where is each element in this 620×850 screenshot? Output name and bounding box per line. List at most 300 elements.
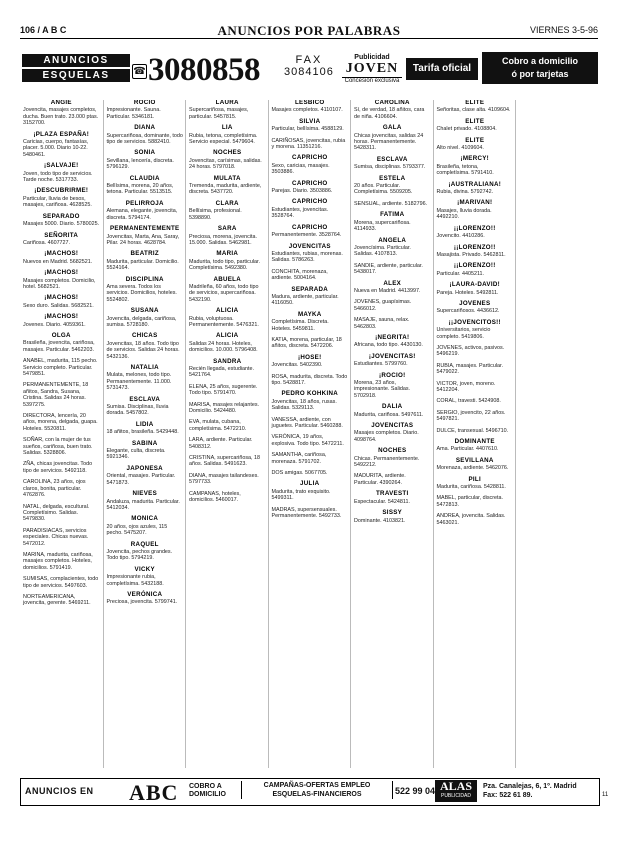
ad-text: Masajes completos. Diario. 4098764.	[354, 430, 419, 443]
ad-heading: JAPONESA	[126, 464, 163, 472]
ad-column	[20, 100, 103, 768]
ad-text: Jovencitas, Marta, Ana, Saray, Pilar. 24 horas. 4628784.	[106, 233, 180, 246]
classified-ad	[272, 312, 349, 332]
ad-heading: LAURA	[215, 100, 239, 106]
ad-text: CRISTINA, supercariñosa, 18 años. Salidas. 5491623.	[189, 455, 261, 468]
classified-ad	[437, 495, 514, 508]
ad-text: EVA, mulata, cubana, completísima. 5472210.	[189, 419, 247, 432]
cobro-domicilio-badge	[482, 52, 598, 84]
classified-ad	[23, 479, 100, 498]
ad-text: RUBIA, masajes. Particular. 5479022.	[436, 362, 504, 376]
ad-heading: SISSY	[382, 509, 403, 517]
ad-text: SENSUAL, ardiente. 5182796.	[354, 200, 428, 207]
ad-text: CONCHITA, morenaza, ardiente. 5004164.	[271, 268, 328, 282]
classified-ad	[23, 100, 100, 127]
classified-ad	[437, 428, 514, 434]
ad-text: Madrileña, 60 años, todo tipo de servicios, supercariñosa. 5432190.	[189, 283, 259, 303]
ad-text: Rubia, divina. 5792742.	[436, 189, 494, 196]
classified-ad	[189, 201, 266, 221]
ad-heading: CAPRICHO	[292, 198, 328, 206]
ad-text: Pareja. Hoteles. 5492811.	[436, 289, 499, 296]
classified-ad	[189, 359, 266, 379]
ad-text: Estudiantes, jovencitas. 3528764.	[271, 206, 329, 220]
publicidad-name: JOVEN	[342, 61, 402, 78]
classified-ad	[272, 244, 349, 264]
ad-heading: DALIA	[382, 403, 403, 411]
ad-heading: DOMINANTE	[454, 438, 495, 446]
classified-ad	[107, 466, 184, 486]
ad-text: MABEL, particular, discreta. 5472813.	[436, 495, 504, 508]
alas-sub: PUBLICIDAD	[440, 793, 471, 799]
domicilio-text: DOMICILIO	[189, 791, 226, 798]
ad-text: Jovencísima. Particular. Salidas. 4107813.	[354, 244, 411, 258]
ad-column	[185, 100, 269, 768]
address-line2: Fax: 522 61 89.	[483, 792, 533, 799]
ad-text: MADRAS, supersensuales. Permanentemente. 5492733.	[271, 506, 342, 520]
ad-heading: SEVILLANA	[455, 456, 494, 464]
ad-heading: ANGIE	[50, 100, 72, 106]
ad-text: Particular. 4405211.	[436, 270, 485, 277]
ad-text: LARA, ardiente. Particular. 5408312.	[189, 437, 253, 450]
ad-text: Bellísima, morena, 20 años, tetona. Particular. 5513515.	[106, 183, 174, 196]
ad-text: Universitarios, servicio completo. 5419806.	[436, 327, 491, 340]
classified-ad	[107, 333, 184, 360]
classified-ad	[437, 226, 514, 240]
ad-text: MADURITA, ardiente. Particular. 4390264.	[354, 473, 406, 486]
ad-text: Dominante. 4103821.	[354, 517, 406, 524]
classified-ad	[354, 281, 431, 295]
ad-heading: ¡MACHOS!	[44, 313, 79, 321]
classified-ad	[354, 238, 431, 258]
ad-column	[350, 100, 434, 768]
ad-heading: SANDRA	[213, 357, 242, 365]
ad-text: Chicas jovencitas, salidas 24 horas. Permanentemente. 5428311.	[354, 132, 424, 152]
ad-heading: ¡LAURA-DAVID!	[449, 281, 501, 289]
ad-text: JOVENES, guapísimas. 5466012.	[354, 299, 412, 312]
ad-heading: JOVENES	[459, 299, 491, 307]
ad-text: Masajes 5000. Diario. 5780025.	[23, 221, 100, 228]
ad-text: SUMISAS, complacientes, todo tipo de servicios. 5497603.	[23, 576, 99, 589]
classified-ad	[23, 214, 100, 228]
ad-text: Andaluza, madurita. Particular. 5412034.	[106, 498, 180, 511]
ad-text: MASAJE, sauna, relax. 5462803.	[354, 317, 410, 330]
classified-ad	[272, 374, 349, 387]
classified-ad	[354, 354, 431, 368]
ad-heading: GALA	[382, 124, 402, 132]
classified-ad	[272, 481, 349, 501]
classified-ad	[272, 391, 349, 411]
ad-text: ANDREA, jovencita. Salidas. 5463021.	[436, 513, 506, 526]
classified-ad	[189, 473, 266, 486]
ad-text: DIANA, masajes tailandeses. 5797733.	[189, 472, 259, 486]
ad-heading: ABUELA	[213, 275, 242, 283]
ad-text: Preciosa, morena, jovencita. 15.000. Salidas. 5462981.	[189, 233, 258, 246]
ad-text: Salidas 24 horas. Hoteles, domicilios. 10.000. 5796408.	[189, 340, 258, 354]
classified-ad	[272, 269, 349, 282]
classified-ad	[437, 200, 514, 220]
fax-block	[284, 54, 334, 78]
classified-ad	[107, 176, 184, 196]
classified-ad	[107, 422, 184, 436]
ad-text: CAMPANAS, hoteles, domicilios. 5460017.	[189, 490, 241, 504]
ad-text: Sí, de verdad, 18 añitos, cara de niña. 4106604.	[354, 107, 425, 120]
ad-heading: SONIA	[134, 149, 156, 157]
ad-heading: LIDIA	[135, 420, 154, 428]
ad-text: Supercariñosa, masajes, particular. 5457815.	[189, 107, 249, 120]
ad-heading: ELITE	[465, 136, 485, 144]
ad-text: JOVENES, activos, pasivos. 5496219.	[436, 344, 505, 358]
classified-ad	[23, 333, 100, 353]
ad-heading: NIEVES	[132, 490, 157, 498]
ad-heading: ¡MACHOS!	[44, 294, 79, 302]
ad-text: Jovenes. Diario. 4059361.	[23, 321, 86, 328]
ad-heading: ¡¡JOVENCITOS!!	[448, 318, 501, 326]
ad-text: Brasileña, tetona, completísima. 5791410.	[436, 163, 494, 177]
ad-text: Madura, ardiente, particular. 4116050.	[271, 293, 339, 307]
classified-ad	[354, 263, 431, 276]
ad-text: Jovencitas. 5402390.	[271, 362, 323, 369]
ad-heading: ¡PLAZA ESPAÑA!	[33, 130, 90, 138]
ad-heading: VERÓNICA	[127, 590, 163, 598]
tarifa-oficial-badge: Tarifa oficial	[406, 58, 478, 80]
ad-text: Completísima. Discreta. Hoteles. 5459811.	[271, 319, 329, 332]
page-label: 106 / A B C	[20, 25, 67, 35]
classified-ad	[23, 382, 100, 408]
classified-ad	[354, 212, 431, 232]
ad-text: MARINA, madurita, cariñosa, masajes completos. Hoteles, domicilios. 5791419.	[23, 551, 93, 571]
ad-text: Señoritas, clase alta. 4109604.	[436, 107, 511, 114]
classified-ad	[437, 513, 514, 526]
ad-text: VANESSA, ardiente, con juguetes. Particular. 5460288.	[271, 416, 343, 430]
ad-heading: ESTELA	[379, 174, 406, 182]
cobro-line2: ó por tarjetas	[511, 69, 569, 79]
classified-ad	[272, 100, 349, 114]
alas-logo	[435, 780, 477, 802]
classified-ad	[354, 317, 431, 330]
classified-ad	[437, 301, 514, 315]
ad-text: Morena, 23 años, impresionante. Salidas. 5702918.	[354, 380, 411, 399]
ad-text: ZÑA, chicas jovencitas. Todo tipo de servicios. 5492118.	[23, 461, 93, 474]
ad-heading: ¡HOSE!	[298, 353, 322, 361]
classified-ad	[272, 417, 349, 430]
classified-ad	[272, 181, 349, 195]
classified-ad	[354, 299, 431, 312]
ad-heading: NOCHES	[378, 447, 407, 455]
ad-text: ROSA, madurita, discreta. Todo tipo. 5428817.	[271, 373, 348, 386]
cobro-domicilio-label	[189, 783, 226, 799]
classified-ad	[189, 491, 266, 504]
classified-ad	[189, 176, 266, 196]
ad-heading: PEDRO KOHKINA	[281, 390, 338, 398]
ad-text: Madurita, todo tipo, particular. Completísima. 5492380.	[189, 258, 261, 272]
ad-column	[433, 100, 517, 768]
ad-heading: CAPRICHO	[292, 179, 328, 187]
classified-ad	[272, 434, 349, 447]
classified-ad	[107, 277, 184, 304]
cobro-text: COBRO A	[189, 783, 222, 790]
ad-text: Oriental, masajes. Particular. 5471873.	[106, 473, 176, 486]
ad-heading: ROCIO	[133, 100, 156, 106]
ad-text: DIRECTORA, lencería, 20 años, morena, delgada, guapa. Hoteles. 5520811.	[23, 413, 98, 432]
classified-ad	[354, 510, 431, 524]
ad-text: Sexo, caricias, masajes. 3503886.	[271, 162, 330, 176]
ad-heading: ¡¡LORENZO!!	[453, 262, 496, 270]
ad-text: 20 años, ojos azules, 115 pecho. 5475207.	[106, 523, 168, 537]
ad-text: Preciosa, jovencita. 5799741.	[106, 599, 178, 606]
ad-text: Supercariñosos. 4436612.	[436, 308, 500, 315]
ad-text: MARISA, masajes relajantes. Domicilio. 5424480.	[189, 401, 260, 415]
classified-ad	[107, 251, 184, 271]
anuncios-en-label: ANUNCIOS EN	[25, 786, 94, 796]
ad-text: Alemana, elegante, jovencita, discreta. 5794174.	[106, 208, 178, 221]
issue-date: VIERNES 3-5-96	[529, 25, 598, 35]
ad-text: VICTOR, joven, moreno. 5412204.	[436, 380, 496, 393]
classified-ad	[354, 473, 431, 486]
classified-ad	[437, 282, 514, 296]
ad-heading: CAROLINA	[374, 100, 410, 106]
ad-text: Nuevos en Madrid. 5682521.	[23, 258, 93, 265]
ad-heading: ¡JOVENCITAS!	[368, 352, 416, 360]
classified-ad	[23, 358, 100, 377]
ad-text: NORTEAMERICANA, jovencita, gerente. 5469211.	[23, 593, 91, 607]
ad-heading: CHICAS	[131, 332, 158, 340]
ad-heading: ¡AUSTRALIANA!	[448, 180, 502, 188]
ad-heading: TRAVESTI	[375, 490, 409, 498]
ad-text: Estudiantes, rubias, morenas. Salidas. 5786263.	[271, 250, 343, 264]
ad-heading: MARIA	[216, 250, 239, 258]
publicidad-label: Publicidad	[354, 54, 390, 61]
classified-ad	[437, 119, 514, 133]
classified-ad	[189, 455, 266, 468]
ad-text: KATIA, morena, particular, 18 añitos, discreta. 5472206.	[271, 336, 342, 350]
ad-heading: SABINA	[131, 439, 158, 447]
ad-text: Brasileña, jovencita, cariñosa, masajes. Particular. 5462203.	[23, 340, 95, 353]
classified-ad	[272, 355, 349, 369]
ad-text: Nueva en Madrid. 4413997.	[354, 287, 421, 294]
ad-heading: CAPRICHO	[292, 154, 328, 162]
ad-heading: ESCLAVA	[129, 395, 161, 403]
ad-heading: JOVENCITAS	[371, 422, 414, 430]
classified-ad	[272, 337, 349, 350]
ad-heading: MULATA	[213, 174, 241, 182]
classified-ad	[107, 308, 184, 328]
classified-ad	[354, 335, 431, 349]
ad-text: Cariñosa. 4607727.	[23, 239, 71, 246]
ad-heading: SEPARADO	[42, 212, 80, 220]
classifieds-banner	[20, 50, 598, 90]
ad-text: PERMANENTEMENTE, 18 añitos, Sandra, Susana, Cristina. Salidas 24 horas. 5397275.	[23, 382, 89, 408]
classified-ad	[189, 150, 266, 170]
classified-ad	[437, 182, 514, 196]
ad-text: SANDIE, ardiente, particular. 5438017.	[354, 262, 423, 276]
publicidad-joven-logo	[342, 54, 402, 84]
classified-ad	[189, 402, 266, 415]
ad-text: Chalet privado. 4108804.	[436, 126, 497, 133]
ad-heading: NATALIA	[130, 364, 159, 371]
ad-text: Madurita, particular. Domicilio. 5524164.	[106, 258, 179, 272]
ad-text: Sumisa, disciplinas. 5793377.	[354, 164, 426, 171]
classified-ad	[354, 100, 431, 120]
classified-ad	[107, 542, 184, 562]
classified-ad	[23, 251, 100, 265]
ad-heading: ¡MERCY!	[460, 155, 490, 163]
ad-text: Elegante, culta, discreta. 5921346.	[106, 448, 166, 461]
classified-ad	[107, 226, 184, 246]
ad-text: Ama severa. Todos los servicios. Domicilios, hoteles. 5524802.	[106, 283, 177, 303]
ad-heading: ¡¡LORENZO!!	[453, 224, 496, 232]
ad-text: DULCE, transexual. 5496710.	[436, 427, 509, 434]
ad-heading: ¡¡LORENZO!!	[453, 243, 496, 251]
ad-text: CAROLINA, 23 años, ojos claros, bonita, particular. 4762876.	[23, 479, 86, 499]
classified-ad	[23, 594, 100, 607]
ad-text: PARADISIACAS, servicios especiales. Chicas nuevas. 5472012.	[23, 527, 89, 547]
esquelas-label: ESQUELAS	[22, 69, 130, 82]
ad-text: Africana, todo tipo. 4430130.	[354, 342, 423, 349]
ad-text: NATAL, delgada, escultural. Completísimo. Salidas. 5479830.	[23, 503, 90, 523]
ad-text: ELENA, 25 años, sugerente. Todo tipo. 5791470.	[189, 383, 258, 397]
ad-text: SAMANTHA, cariñosa, morenaza. 5791702.	[271, 452, 327, 465]
classified-ad	[437, 245, 514, 259]
ad-text: Recién llegada, estudiante. 5421764.	[189, 366, 255, 379]
classified-ad	[437, 100, 514, 114]
classified-ad	[189, 226, 266, 246]
ad-heading: ¡MACHOS!	[44, 250, 79, 258]
ad-text: Tremenda, madurita, ardiente, discreta. 5437720.	[189, 183, 262, 196]
ad-heading: OLGA	[51, 331, 71, 339]
ad-heading: PERMANENTEMENTE	[110, 225, 180, 233]
ad-heading: LIA	[221, 124, 233, 132]
classified-ad	[107, 491, 184, 511]
classified-ad	[107, 150, 184, 170]
ad-heading: ¡MARIVAN!	[457, 199, 493, 207]
ad-heading: ANGELA	[378, 236, 407, 244]
ad-heading: ¡MACHOS!	[44, 269, 79, 277]
classified-ad	[354, 157, 431, 171]
classified-ad	[354, 373, 431, 400]
classified-ad	[437, 320, 514, 340]
classified-ad	[23, 437, 100, 456]
classified-ad	[437, 138, 514, 152]
anuncios-esquelas-block	[22, 54, 130, 84]
ad-text: Joven, todo tipo de servicios. Tarde noche. 5317733.	[23, 170, 93, 184]
ad-text: SERGIO, jovencito, 22 años. 5497821.	[436, 409, 506, 423]
classified-ad	[23, 528, 100, 547]
ad-heading: FATIMA	[380, 211, 405, 219]
ad-text: Estudiantes. 5799760.	[354, 361, 408, 368]
classified-ad	[272, 452, 349, 465]
ad-text: CARIÑOSAS, jovencitas, rubia y morena. 11351216.	[271, 137, 346, 151]
ad-text: DOS amigas. 5067705.	[271, 470, 328, 477]
page-number: 11	[602, 792, 609, 798]
classified-ad	[189, 384, 266, 397]
ad-heading: PILI	[468, 475, 482, 483]
ad-heading: SARA	[217, 225, 237, 233]
classified-ad	[354, 404, 431, 418]
cobro-line1: Cobro a domicilio	[501, 56, 578, 66]
classified-ad	[272, 470, 349, 476]
section-title: ANUNCIOS POR PALABRAS	[217, 23, 401, 38]
ad-text: Impresionante. Sauna. Particular. 5346181.	[106, 107, 161, 120]
ad-text: Ama. Particular. 4407610.	[436, 446, 499, 453]
ad-text: 18 añitos, brasileña. 5429448.	[106, 429, 179, 436]
classified-ad	[437, 381, 514, 394]
ad-text: Jovencita, pechos grandes. Todo tipo. 5794219.	[106, 548, 173, 562]
abc-logo: ABC	[129, 780, 179, 805]
classified-ad	[107, 592, 184, 606]
ad-heading: ELITE	[465, 100, 485, 106]
ad-heading: DIANA	[134, 124, 156, 132]
classified-ad	[437, 410, 514, 423]
classified-ad	[272, 287, 349, 307]
ad-heading: MONICA	[131, 515, 159, 523]
ad-heading: ¡DESCUBRIRME!	[34, 187, 89, 195]
classified-ad	[107, 365, 184, 392]
classified-ad	[272, 138, 349, 151]
classified-ad	[107, 201, 184, 221]
ad-text: Jovencita, masajes completos, ducha. Buen trato. 23.000 ptas. 3152700.	[23, 107, 99, 127]
ad-text: Mulata, melones, todo tipo. Permanentemente. 11.000. 5731473.	[106, 372, 172, 392]
classified-ad	[437, 477, 514, 491]
ad-text: Jovencitas, carísimas, salidas. 24 horas. 5797018.	[189, 157, 262, 171]
classified-ad	[23, 233, 100, 247]
ad-text: Particular, bellísima. 4588129.	[271, 126, 344, 133]
classified-ad	[23, 188, 100, 208]
ad-heading: BEATRIZ	[130, 250, 159, 258]
ad-text: Morena, supercariñosa. 4114933.	[354, 219, 411, 233]
ad-text: CORAL, travesti. 5424908.	[436, 398, 501, 405]
ad-text: Jovencitas, 18 años, rusas. Salidas. 5329113.	[271, 398, 337, 412]
ad-heading: DISCIPLINA	[125, 275, 164, 283]
classified-ad	[354, 448, 431, 468]
ad-text: Masajes completos. 4110107.	[271, 107, 343, 114]
classified-ad	[23, 314, 100, 328]
classified-ad	[23, 163, 100, 183]
classified-ad	[189, 125, 266, 145]
ad-heading: PELIRROJA	[125, 199, 164, 207]
ad-text: Caricias, cuerpo, fantasías, placer. 5.000. Diario 10-22. 5480461.	[23, 139, 89, 158]
ad-text: SOÑAR, con la mujer de tus sueños, cariñosa, buen trato. Salidas. 5328806.	[23, 437, 93, 457]
footer-phone: 522 99 04	[395, 786, 436, 796]
ad-heading: SUSANA	[130, 307, 159, 315]
classified-ad	[272, 199, 349, 219]
classified-ad	[107, 100, 184, 120]
campanas-block	[241, 781, 393, 799]
ad-text: VERÓNICA, 19 años, explosiva. Todo tipo. 5472211.	[271, 434, 344, 447]
ad-heading: JULIA	[300, 480, 320, 488]
classified-ad	[354, 491, 431, 505]
classified-ad	[189, 308, 266, 328]
telephone-icon: ☎	[133, 66, 146, 77]
classified-ad	[437, 345, 514, 358]
ad-heading: ESCLAVA	[376, 155, 408, 163]
classified-ad	[437, 439, 514, 453]
classified-ad	[23, 295, 100, 309]
ad-heading: RAQUEL	[130, 540, 159, 548]
ad-text: Jovencitas, 18 años. Todo tipo de servicios. Salidas 24 horas. 5432136.	[106, 340, 180, 360]
ad-text: Parejas. Diario. 3503886.	[271, 188, 333, 195]
ad-column	[268, 100, 352, 768]
classified-ad	[272, 155, 349, 175]
classified-ad	[107, 125, 184, 145]
classified-ad	[354, 201, 431, 207]
ad-heading: SEPARADA	[291, 285, 329, 293]
ad-column	[103, 100, 187, 768]
ad-heading: NOCHES	[213, 149, 242, 157]
classified-ad	[437, 263, 514, 277]
ad-text: Morenaza, ardiente. 5462076.	[436, 465, 509, 472]
classified-ad	[354, 423, 431, 443]
ad-text: Particular, lluvia de besos, masajes, cariñosa. 4628525.	[23, 195, 92, 209]
